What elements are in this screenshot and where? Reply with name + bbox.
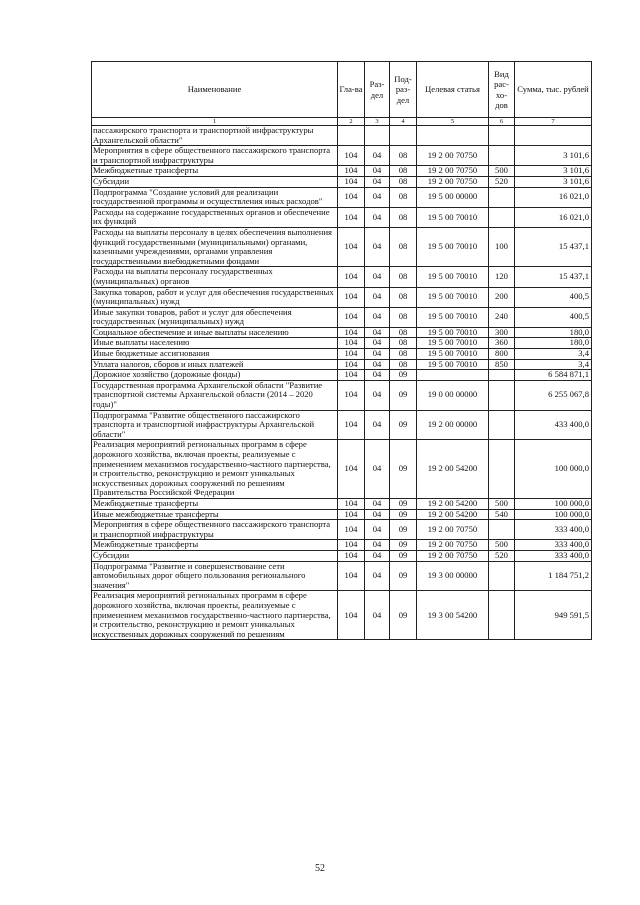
- row-podrazdel: 08: [390, 359, 417, 370]
- row-target-article: 19 5 00 70010: [417, 307, 489, 327]
- row-podrazdel: 08: [390, 227, 417, 266]
- row-sum: 6 255 067,8: [515, 380, 592, 410]
- table-row: [92, 498, 592, 509]
- row-sum: 6 584 871,1: [515, 370, 592, 381]
- row-glava: 104: [338, 166, 365, 177]
- row-target-article: 19 5 00 70010: [417, 227, 489, 266]
- column-number: 1: [92, 118, 338, 126]
- table-row: [92, 227, 592, 266]
- table-row: [92, 176, 592, 187]
- row-expense-type: 520: [489, 176, 515, 187]
- row-podrazdel: 08: [390, 349, 417, 360]
- header-sum: Сумма, тыс. рублей: [515, 62, 592, 118]
- row-glava: 104: [338, 410, 365, 440]
- header-razdel: Раз-дел: [365, 62, 390, 118]
- row-glava: 104: [338, 380, 365, 410]
- row-target-article: 19 2 00 70750: [417, 176, 489, 187]
- table-row: [92, 267, 592, 287]
- row-expense-type: [489, 440, 515, 499]
- row-podrazdel: 09: [390, 520, 417, 540]
- row-target-article: 19 5 00 70010: [417, 359, 489, 370]
- row-name: Межбюджетные трансферты: [92, 498, 338, 509]
- row-razdel: 04: [365, 166, 390, 177]
- row-glava: 104: [338, 338, 365, 349]
- row-sum: 949 591,5: [515, 591, 592, 640]
- row-podrazdel: 09: [390, 509, 417, 520]
- row-target-article: [417, 126, 489, 146]
- row-target-article: 19 5 00 70010: [417, 327, 489, 338]
- row-podrazdel: 09: [390, 550, 417, 561]
- row-podrazdel: 08: [390, 207, 417, 227]
- row-name: Закупка товаров, работ и услуг для обеспечения государственных (муниципальных) нужд: [92, 287, 338, 307]
- table-row: [92, 287, 592, 307]
- row-target-article: 19 2 00 54200: [417, 498, 489, 509]
- row-podrazdel: 08: [390, 146, 417, 166]
- row-name: Государственная программа Архангельской области "Развитие транспортной системы Архангельской области (2014 – 2020 годы)": [92, 380, 338, 410]
- row-name: Межбюджетные трансферты: [92, 540, 338, 551]
- row-name: Дорожное хозяйство (дорожные фонды): [92, 370, 338, 381]
- row-glava: 104: [338, 146, 365, 166]
- row-sum: 3 101,6: [515, 166, 592, 177]
- row-target-article: [417, 370, 489, 381]
- row-expense-type: [489, 591, 515, 640]
- budget-table: [91, 61, 592, 640]
- row-sum: 3 101,6: [515, 146, 592, 166]
- row-expense-type: 500: [489, 498, 515, 509]
- row-glava: [338, 126, 365, 146]
- row-target-article: 19 3 00 54200: [417, 591, 489, 640]
- row-name: Расходы на выплаты персоналу в целях обеспечения выполнения функций государственными (муниципальными) органами, казенными учреждениями, органами управления государственными внебюджетными фондами: [92, 227, 338, 266]
- row-podrazdel: 09: [390, 380, 417, 410]
- table-row: [92, 349, 592, 360]
- row-name: Расходы на содержание государственных органов и обеспечение их функций: [92, 207, 338, 227]
- row-podrazdel: 09: [390, 561, 417, 591]
- row-podrazdel: [390, 126, 417, 146]
- row-target-article: 19 0 00 00000: [417, 380, 489, 410]
- table-row: [92, 126, 592, 146]
- row-razdel: 04: [365, 359, 390, 370]
- column-number: 7: [515, 118, 592, 126]
- row-podrazdel: 08: [390, 307, 417, 327]
- row-name: Реализация мероприятий региональных программ в сфере дорожного хозяйства, включая проекты, реализуемые с применением механизмов государственно-частного партнерства, и строительство, реконструкцию и ремонт уникальных искусственных дорожных сооружений по решениям: [92, 591, 338, 640]
- row-expense-type: 800: [489, 349, 515, 360]
- row-expense-type: 540: [489, 509, 515, 520]
- row-glava: 104: [338, 287, 365, 307]
- row-expense-type: [489, 207, 515, 227]
- row-podrazdel: 09: [390, 498, 417, 509]
- row-target-article: 19 2 00 70750: [417, 550, 489, 561]
- row-razdel: 04: [365, 327, 390, 338]
- row-name: Субсидии: [92, 550, 338, 561]
- row-sum: 15 437,1: [515, 267, 592, 287]
- header-name: Наименование: [92, 62, 338, 118]
- row-expense-type: 360: [489, 338, 515, 349]
- row-razdel: 04: [365, 561, 390, 591]
- header-podrazdel: Под-раз-дел: [390, 62, 417, 118]
- row-glava: 104: [338, 359, 365, 370]
- row-glava: 104: [338, 187, 365, 207]
- row-podrazdel: 09: [390, 370, 417, 381]
- row-glava: 104: [338, 591, 365, 640]
- row-razdel: 04: [365, 349, 390, 360]
- row-razdel: 04: [365, 267, 390, 287]
- row-glava: 104: [338, 267, 365, 287]
- row-razdel: 04: [365, 540, 390, 551]
- column-number: 4: [390, 118, 417, 126]
- row-sum: 1 184 751,2: [515, 561, 592, 591]
- row-razdel: 04: [365, 380, 390, 410]
- row-sum: 16 021,0: [515, 187, 592, 207]
- row-name: Социальное обеспечение и иные выплаты населению: [92, 327, 338, 338]
- row-name: Иные выплаты населению: [92, 338, 338, 349]
- row-sum: 333 400,0: [515, 540, 592, 551]
- row-name: Межбюджетные трансферты: [92, 166, 338, 177]
- row-target-article: 19 2 00 70750: [417, 146, 489, 166]
- row-sum: 180,0: [515, 327, 592, 338]
- row-expense-type: [489, 187, 515, 207]
- row-glava: 104: [338, 307, 365, 327]
- table-row: [92, 540, 592, 551]
- row-name: Мероприятия в сфере общественного пассажирского транспорта и транспортной инфраструктуры: [92, 146, 338, 166]
- row-sum: 15 437,1: [515, 227, 592, 266]
- row-target-article: 19 2 00 70750: [417, 166, 489, 177]
- page-number: 52: [315, 863, 325, 874]
- row-name: Подпрограмма "Создание условий для реализации государственной программы и осуществления иных расходов": [92, 187, 338, 207]
- header-expense-type: Вид рас-хо-дов: [489, 62, 515, 118]
- row-podrazdel: 09: [390, 540, 417, 551]
- row-glava: 104: [338, 520, 365, 540]
- row-name: пассажирского транспорта и транспортной инфраструктуры Архангельской области": [92, 126, 338, 146]
- row-expense-type: 100: [489, 227, 515, 266]
- row-name: Подпрограмма "Развитие общественного пассажирского транспорта и транспортной инфраструктуры Архангельской области": [92, 410, 338, 440]
- row-glava: 104: [338, 370, 365, 381]
- row-expense-type: [489, 410, 515, 440]
- row-razdel: 04: [365, 287, 390, 307]
- row-podrazdel: 09: [390, 410, 417, 440]
- row-target-article: 19 2 00 70750: [417, 540, 489, 551]
- row-razdel: 04: [365, 227, 390, 266]
- row-sum: 3 101,6: [515, 176, 592, 187]
- row-razdel: 04: [365, 338, 390, 349]
- row-razdel: [365, 126, 390, 146]
- row-glava: 104: [338, 349, 365, 360]
- row-sum: 16 021,0: [515, 207, 592, 227]
- row-target-article: 19 2 00 54200: [417, 440, 489, 499]
- row-sum: 100 000,0: [515, 440, 592, 499]
- row-expense-type: [489, 520, 515, 540]
- row-podrazdel: 08: [390, 187, 417, 207]
- row-razdel: 04: [365, 498, 390, 509]
- column-number-row: [92, 118, 592, 126]
- row-expense-type: 120: [489, 267, 515, 287]
- row-sum: 333 400,0: [515, 550, 592, 561]
- row-expense-type: [489, 380, 515, 410]
- table-row: [92, 440, 592, 499]
- row-expense-type: [489, 146, 515, 166]
- row-sum: 3,4: [515, 359, 592, 370]
- row-podrazdel: 08: [390, 176, 417, 187]
- table-row: [92, 550, 592, 561]
- row-razdel: 04: [365, 370, 390, 381]
- row-razdel: 04: [365, 146, 390, 166]
- row-expense-type: 500: [489, 540, 515, 551]
- row-glava: 104: [338, 540, 365, 551]
- row-name: Мероприятия в сфере общественного пассажирского транспорта и транспортной инфраструктуры: [92, 520, 338, 540]
- row-razdel: 04: [365, 550, 390, 561]
- row-razdel: 04: [365, 520, 390, 540]
- row-sum: 333 400,0: [515, 520, 592, 540]
- row-podrazdel: 08: [390, 267, 417, 287]
- table-body: [92, 126, 592, 640]
- row-target-article: 19 2 00 00000: [417, 410, 489, 440]
- row-name: Иные межбюджетные трансферты: [92, 509, 338, 520]
- row-name: Уплата налогов, сборов и иных платежей: [92, 359, 338, 370]
- row-razdel: 04: [365, 509, 390, 520]
- row-sum: 100 000,0: [515, 498, 592, 509]
- row-sum: 3,4: [515, 349, 592, 360]
- table-row: [92, 327, 592, 338]
- table-row: [92, 307, 592, 327]
- table-row: [92, 591, 592, 640]
- row-name: Иные бюджетные ассигнования: [92, 349, 338, 360]
- table-row: [92, 380, 592, 410]
- row-target-article: 19 5 00 00000: [417, 187, 489, 207]
- row-razdel: 04: [365, 176, 390, 187]
- table-row: [92, 166, 592, 177]
- row-target-article: 19 2 00 54200: [417, 509, 489, 520]
- row-razdel: 04: [365, 440, 390, 499]
- row-expense-type: 200: [489, 287, 515, 307]
- table-row: [92, 187, 592, 207]
- row-sum: 400,5: [515, 287, 592, 307]
- row-razdel: 04: [365, 410, 390, 440]
- header-row: [92, 62, 592, 118]
- row-glava: 104: [338, 498, 365, 509]
- row-sum: 100 000,0: [515, 509, 592, 520]
- column-number: 2: [338, 118, 365, 126]
- row-glava: 104: [338, 327, 365, 338]
- row-glava: 104: [338, 440, 365, 499]
- row-expense-type: 500: [489, 166, 515, 177]
- row-podrazdel: 09: [390, 440, 417, 499]
- column-number: 3: [365, 118, 390, 126]
- row-target-article: 19 3 00 00000: [417, 561, 489, 591]
- row-podrazdel: 09: [390, 591, 417, 640]
- table-row: [92, 410, 592, 440]
- table-row: [92, 509, 592, 520]
- row-glava: 104: [338, 550, 365, 561]
- header-glava: Гла-ва: [338, 62, 365, 118]
- row-glava: 104: [338, 176, 365, 187]
- row-target-article: 19 5 00 70010: [417, 349, 489, 360]
- row-expense-type: 850: [489, 359, 515, 370]
- row-name: Подпрограмма "Развитие и совершенствование сети автомобильных дорог общего пользования регионального значения": [92, 561, 338, 591]
- row-name: Иные закупки товаров, работ и услуг для обеспечения государственных (муниципальных) нужд: [92, 307, 338, 327]
- row-glava: 104: [338, 207, 365, 227]
- row-glava: 104: [338, 509, 365, 520]
- row-name: Расходы на выплаты персоналу государственных (муниципальных) органов: [92, 267, 338, 287]
- row-sum: [515, 126, 592, 146]
- row-name: Субсидии: [92, 176, 338, 187]
- row-razdel: 04: [365, 187, 390, 207]
- row-expense-type: [489, 561, 515, 591]
- row-podrazdel: 08: [390, 338, 417, 349]
- row-razdel: 04: [365, 591, 390, 640]
- column-number: 5: [417, 118, 489, 126]
- row-expense-type: 300: [489, 327, 515, 338]
- row-target-article: 19 5 00 70010: [417, 267, 489, 287]
- row-glava: 104: [338, 227, 365, 266]
- row-podrazdel: 08: [390, 287, 417, 307]
- row-razdel: 04: [365, 207, 390, 227]
- column-number: 6: [489, 118, 515, 126]
- row-expense-type: [489, 126, 515, 146]
- table-row: [92, 370, 592, 381]
- row-expense-type: [489, 370, 515, 381]
- table-row: [92, 338, 592, 349]
- row-target-article: 19 5 00 70010: [417, 338, 489, 349]
- table-row: [92, 207, 592, 227]
- header-target-article: Целевая статья: [417, 62, 489, 118]
- row-expense-type: 240: [489, 307, 515, 327]
- row-target-article: 19 2 00 70750: [417, 520, 489, 540]
- row-target-article: 19 5 00 70010: [417, 207, 489, 227]
- row-expense-type: 520: [489, 550, 515, 561]
- row-podrazdel: 08: [390, 327, 417, 338]
- row-podrazdel: 08: [390, 166, 417, 177]
- row-sum: 433 400,0: [515, 410, 592, 440]
- table-row: [92, 561, 592, 591]
- row-sum: 400,5: [515, 307, 592, 327]
- table-row: [92, 520, 592, 540]
- row-name: Реализация мероприятий региональных программ в сфере дорожного хозяйства, включая проекты, реализуемые с применением механизмов государственно-частного партнерства, и строительство, реконструкцию и ремонт уникальных искусственных дорожных сооружений по решениям Правительства Российской Федерации: [92, 440, 338, 499]
- row-razdel: 04: [365, 307, 390, 327]
- row-glava: 104: [338, 561, 365, 591]
- row-target-article: 19 5 00 70010: [417, 287, 489, 307]
- table-row: [92, 146, 592, 166]
- row-sum: 180,0: [515, 338, 592, 349]
- table-row: [92, 359, 592, 370]
